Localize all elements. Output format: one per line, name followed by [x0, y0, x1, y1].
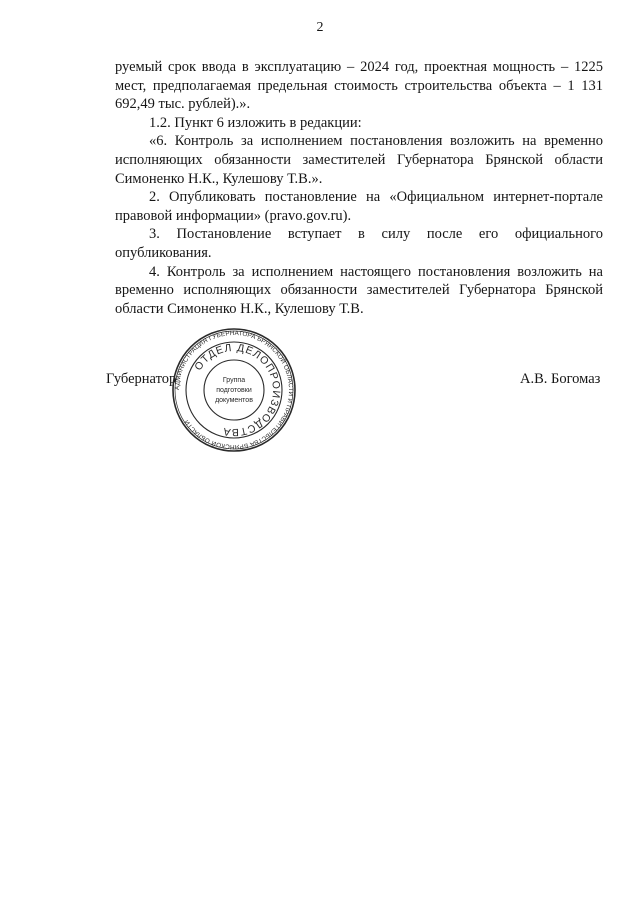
stamp-inner-text: ОТДЕЛ ДЕЛОПРОИЗВОДСТВА: [192, 341, 283, 439]
paragraph-quoted-item-6: «6. Контроль за исполнением постановления возложить на временно исполняющих обязанности заместителей Губернатора Брянской области Симоненко Н.К., Кулешову Т.В.».: [115, 133, 603, 187]
stamp-center-line-2: подготовки: [216, 387, 252, 394]
stamp-center-line-1: Группа: [222, 377, 246, 384]
paragraph-item-1-2: 1.2. Пункт 6 изложить в редакции:: [149, 114, 362, 131]
paragraph-item-2: 2. Опубликовать постановление на «Официальном интернет-портале правовой информации» (pravo.gov.ru).: [115, 189, 603, 224]
document-body: [115, 58, 603, 318]
stamp-center-line-3: документов: [215, 397, 253, 404]
paragraph-continuation: руемый срок ввода в эксплуатацию – 2024 год, проектная мощность – 1225 мест, предполагаемая предельная стоимость строительства объекта – 1 131 692,49 тыс. рублей).».: [115, 59, 603, 113]
paragraph-item-3: 3. Постановление вступает в силу после его официального опубликования.: [115, 226, 603, 261]
official-stamp: [171, 327, 297, 453]
signature-title: Губернатор: [106, 371, 177, 387]
signature-name: А.В. Богомаз: [520, 371, 601, 387]
paragraph-item-4: 4. Контроль за исполнением настоящего постановления возложить на временно исполняющих обязанности заместителей Губернатора Брянской области Симоненко Н.К., Кулешову Т.В.: [115, 263, 603, 317]
page-number: 2: [316, 20, 324, 35]
stamp-outer-text: АДМИНИСТРАЦИЯ ГУБЕРНАТОРА БРЯНСКОЙ ОБЛАСТИ И ПРАВИТЕЛЬСТВА БРЯНСКОЙ ОБЛАСТИ: [173, 329, 295, 451]
